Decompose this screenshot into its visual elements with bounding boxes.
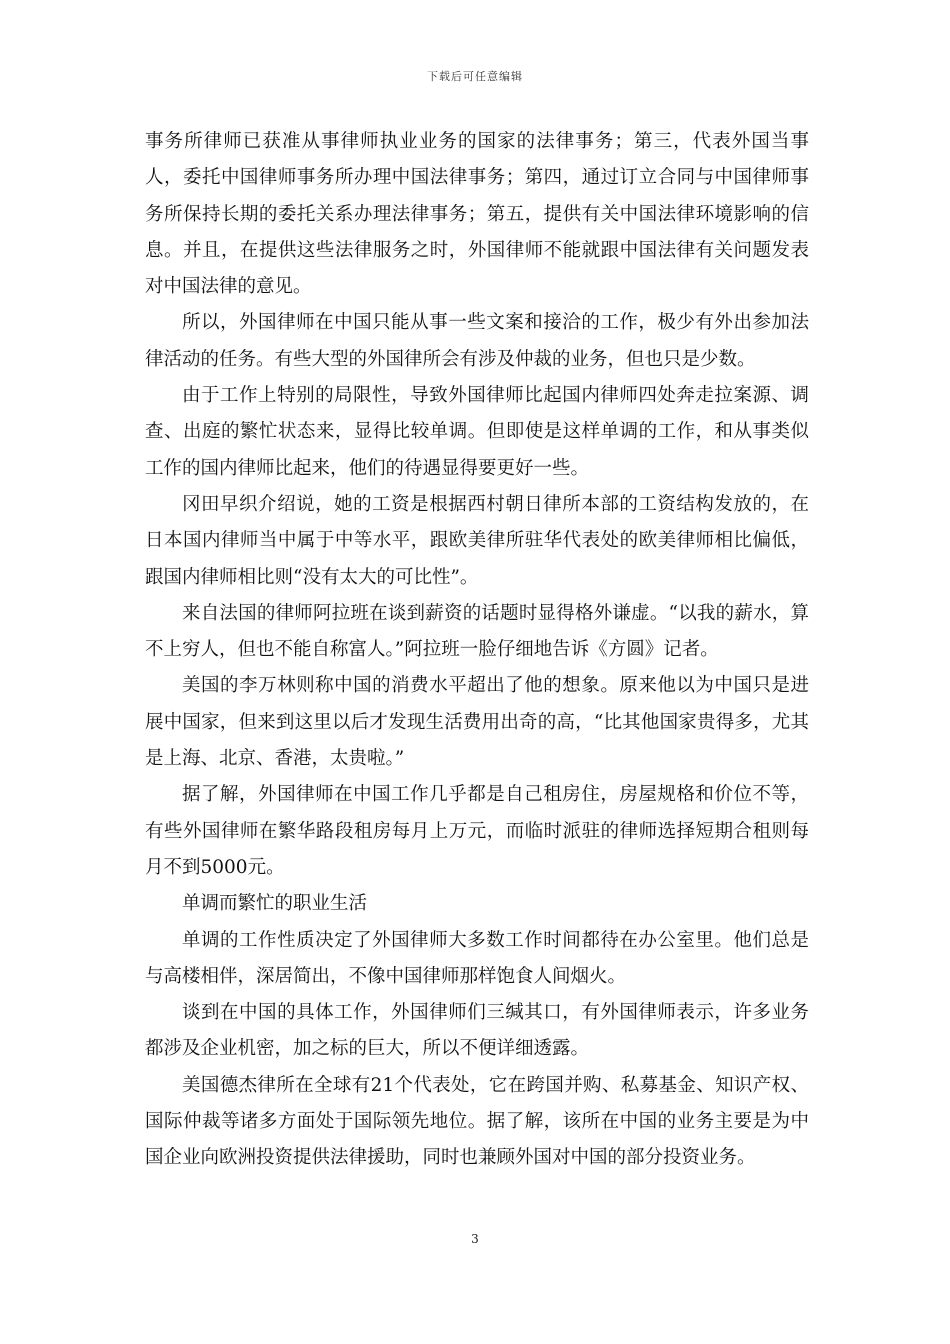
paragraph: 据了解，外国律师在中国工作几乎都是自己租房住，房屋规格和价位不等，有些外国律师在繁华路段租房每月上万元，而临时派驻的律师选择短期合租则每月不到5000元。 (145, 784, 809, 878)
paragraph: 美国的李万林则称中国的消费水平超出了他的想象。原来他以为中国只是进展中国家，但来到这里以后才发现生活费用出奇的高，“比其他国家贵得多，尤其是上海、北京、香港，太贵啦。” (145, 675, 809, 770)
paragraph: 冈田早织介绍说，她的工资是根据西村朝日律所本部的工资结构发放的，在日本国内律师当中属于中等水平，跟欧美律所驻华代表处的欧美律师相比偏低，跟国内律师相比则“没有太大的可比性”。 (145, 493, 809, 588)
page-header: 下载后可任意编辑 (427, 70, 523, 83)
section-heading: 单调而繁忙的职业生活 (182, 893, 368, 915)
paragraph: 单调的工作性质决定了外国律师大多数工作时间都待在办公室里。他们总是与高楼相伴，深居简出，不像中国律师那样饱食人间烟火。 (145, 929, 809, 987)
paragraph: 来自法国的律师阿拉班在谈到薪资的话题时显得格外谦虚。“以我的薪水，算不上穷人，但也不能自称富人。”阿拉班一脸仔细地告诉《方圆》记者。 (145, 602, 809, 661)
paragraph: 美国德杰律所在全球有21个代表处，它在跨国并购、私募基金、知识产权、国际仲裁等诸多方面处于国际领先地位。据了解，该所在中国的业务主要是为中国企业向欧洲投资提供法律援助，同时也兼顾外国对中国的部分投资业务。 (145, 1074, 809, 1169)
paragraph: 谈到在中国的具体工作，外国律师们三缄其口，有外国律师表示，许多业务都涉及企业机密，加之标的巨大，所以不便详细透露。 (145, 1002, 809, 1060)
paragraph: 事务所律师已获准从事律师执业业务的国家的法律事务；第三，代表外国当事人，委托中国律师事务所办理中国法律事务；第四，通过订立合同与中国律师事务所保持长期的委托关系办理法律事务；第五，提供有关中国法律环境影响的信息。并且，在提供这些法律服务之时，外国律师不能就跟中国法律有关问题发表对中国法律的意见。 (145, 131, 809, 298)
paragraph: 由于工作上特别的局限性，导致外国律师比起国内律师四处奔走拉案源、调查、出庭的繁忙状态来，显得比较单调。但即使是这样单调的工作，和从事类似工作的国内律师比起来，他们的待遇显得要更好一些。 (145, 385, 809, 479)
page-number: 3 (471, 1232, 479, 1246)
body-text (145, 124, 809, 1177)
paragraph: 所以，外国律师在中国只能从事一些文案和接洽的工作，极少有外出参加法律活动的任务。有些大型的外国律所会有涉及仲裁的业务，但也只是少数。 (145, 312, 809, 370)
